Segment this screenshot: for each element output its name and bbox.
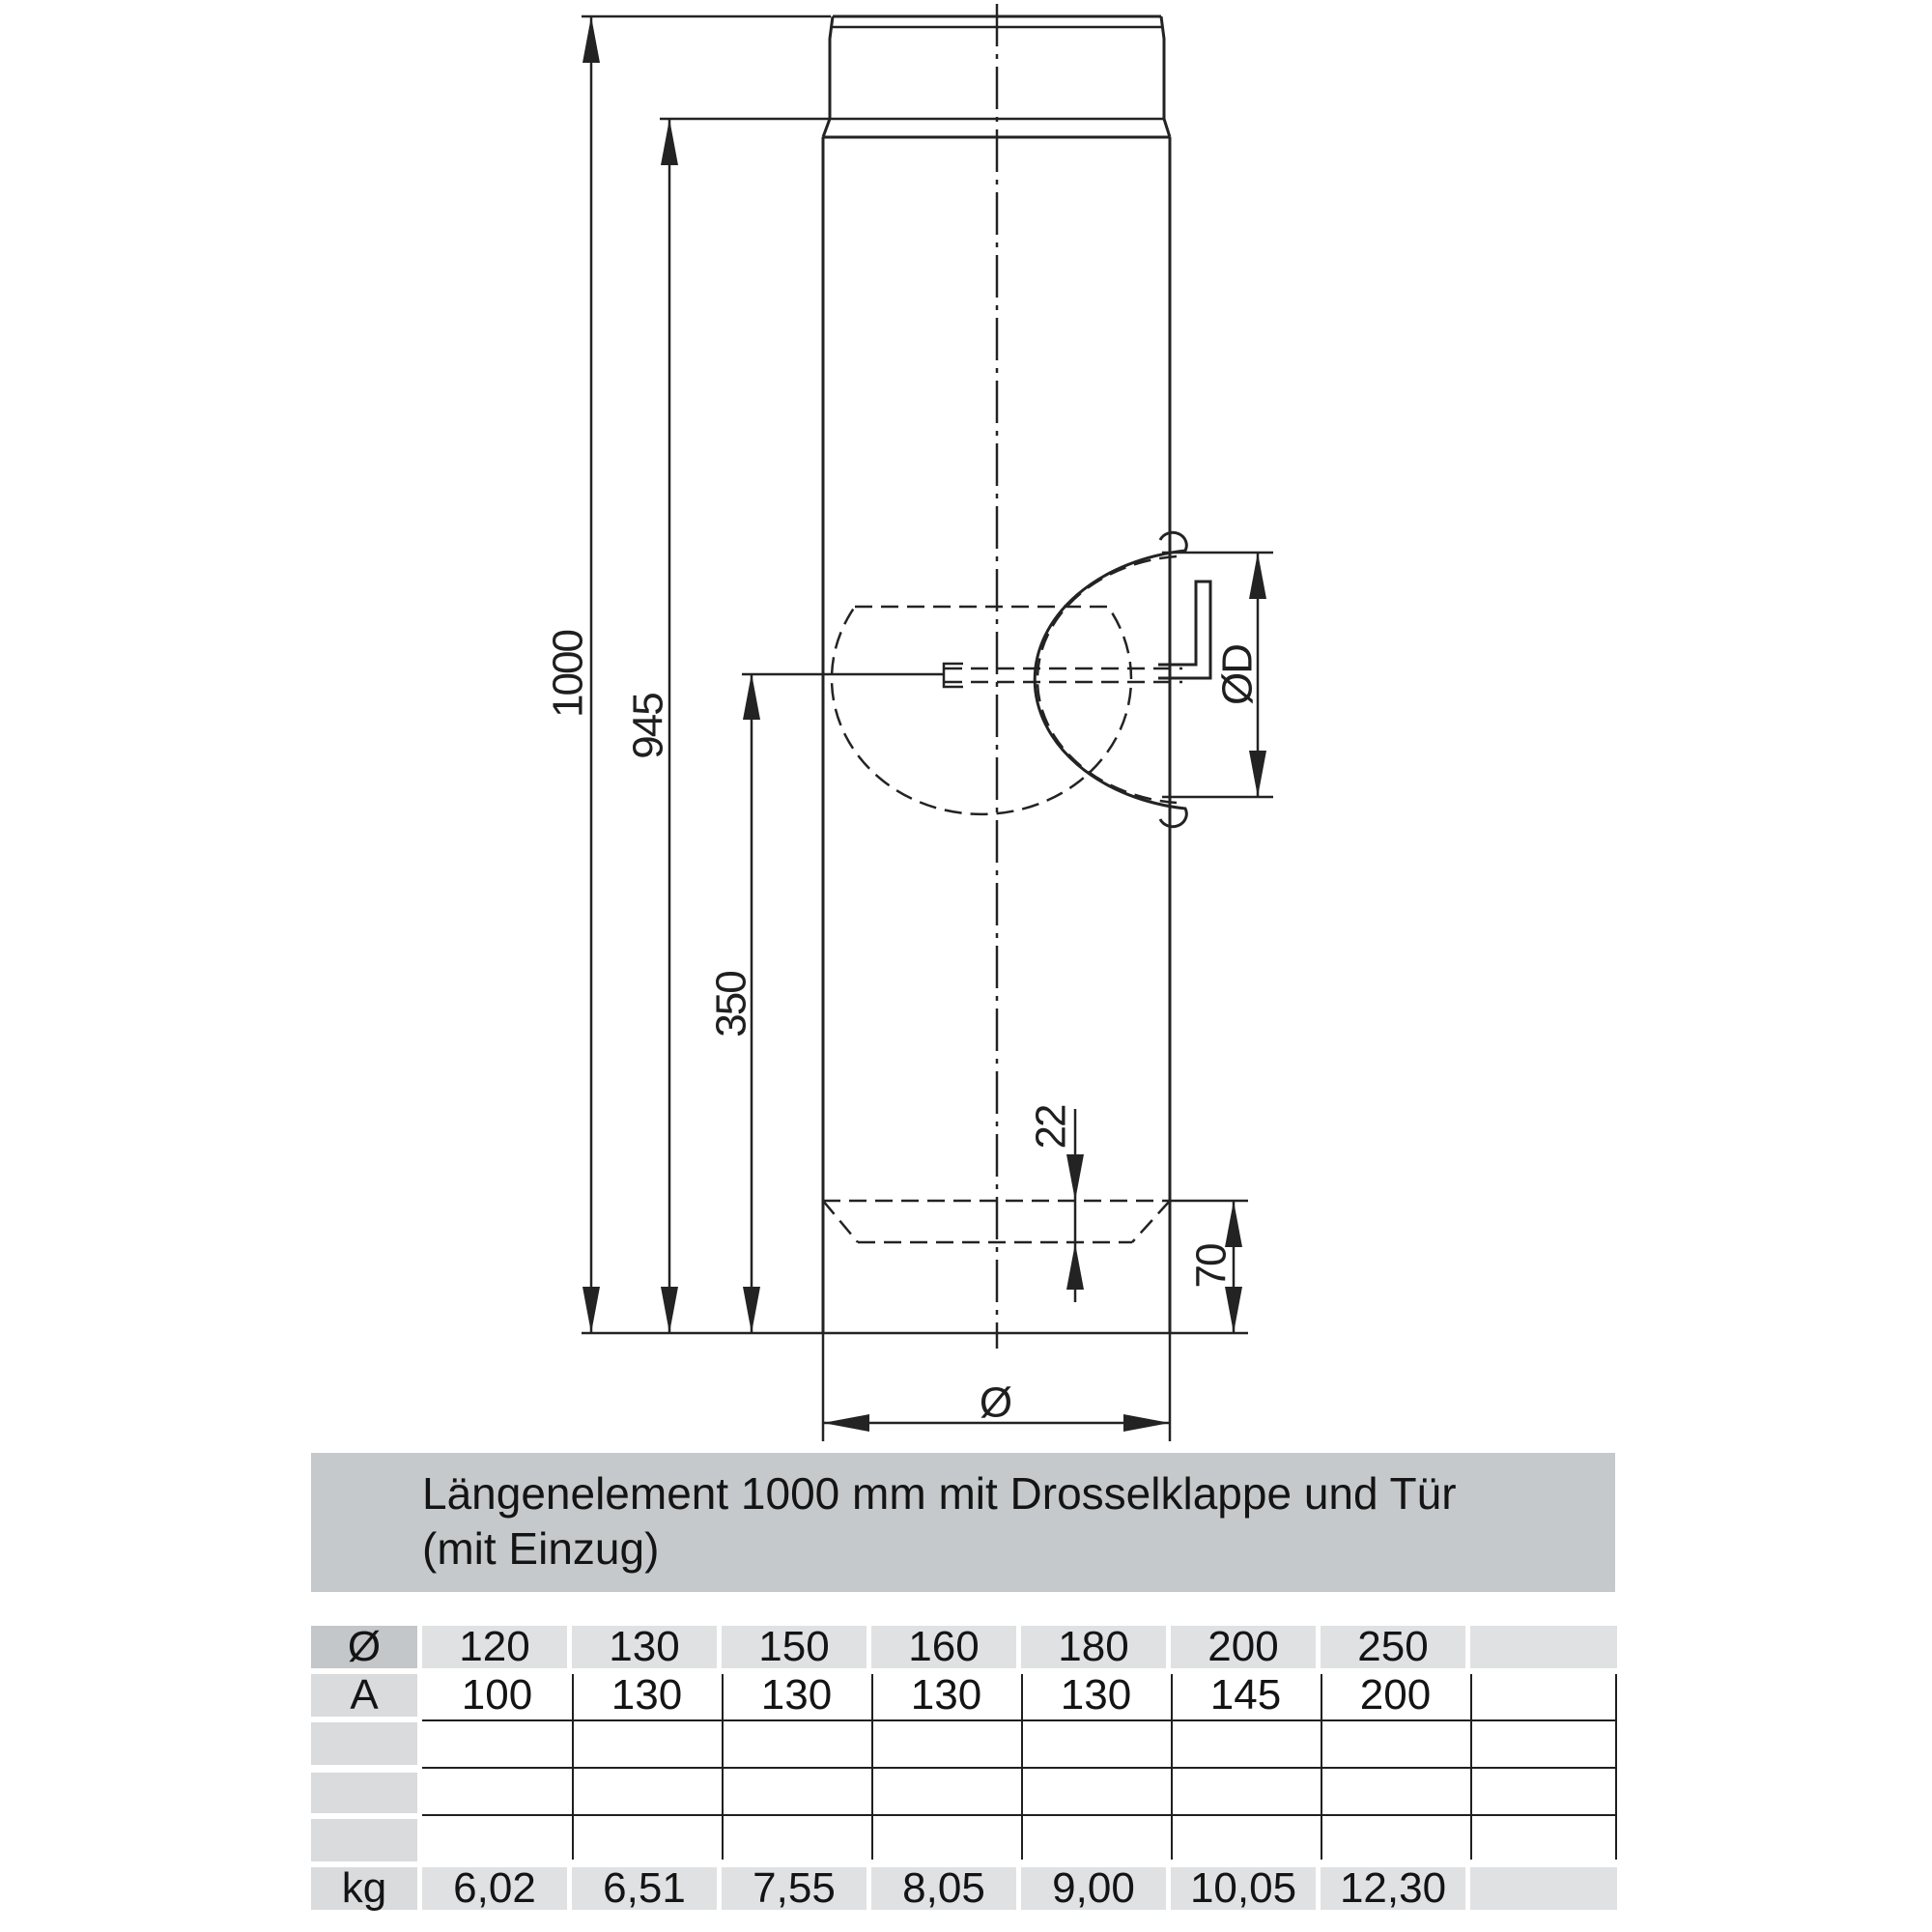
- table-vline: [722, 1674, 724, 1860]
- table-vline: [871, 1674, 873, 1860]
- table-cell-kg: 9,00: [1021, 1867, 1166, 1910]
- dim-label-pipe-diameter: Ø: [979, 1378, 1013, 1427]
- table-header-empty-3: [311, 1819, 417, 1861]
- table-cell-a: 130: [760, 1671, 833, 1719]
- table-cell-a: 100: [461, 1671, 533, 1719]
- table-vline: [1470, 1674, 1472, 1860]
- table-cell-diameter: 150: [722, 1626, 867, 1668]
- table-header-empty-2: [311, 1773, 417, 1813]
- table-hline: [422, 1767, 1617, 1769]
- table-vline: [1321, 1674, 1322, 1860]
- size-table: [311, 1623, 1617, 1912]
- table-cell-kg: 10,05: [1171, 1867, 1316, 1910]
- table-vline: [1171, 1674, 1173, 1860]
- table-cell-kg: 8,05: [871, 1867, 1016, 1910]
- table-cell-kg: 6,02: [422, 1867, 567, 1910]
- table-cell-diameter: 160: [871, 1626, 1016, 1668]
- table-cell-kg: 7,55: [722, 1867, 867, 1910]
- table-cell-a: 130: [1060, 1671, 1132, 1719]
- table-hline: [422, 1719, 1617, 1721]
- table-cell-kg-empty: [1470, 1867, 1617, 1910]
- table-cell-a: 145: [1209, 1671, 1282, 1719]
- dim-label-70: 70: [1187, 1244, 1236, 1289]
- dim-label-1000: 1000: [544, 631, 592, 718]
- dim-label-350: 350: [707, 972, 755, 1037]
- table-cell-kg: 6,51: [572, 1867, 717, 1910]
- table-vline: [1615, 1674, 1617, 1860]
- table-header-empty-1: [311, 1722, 417, 1765]
- product-title-line2: (mit Einzug): [422, 1523, 660, 1574]
- dim-label-945: 945: [624, 694, 672, 759]
- table-vline: [1021, 1674, 1023, 1860]
- table-cell-diameter-empty: [1470, 1626, 1617, 1668]
- table-header-a: A: [311, 1674, 417, 1717]
- table-cell-a: 200: [1359, 1671, 1432, 1719]
- table-hline: [422, 1814, 1617, 1816]
- table-header-diameter: Ø: [311, 1626, 417, 1668]
- table-cell-a: 130: [611, 1671, 683, 1719]
- damper-handle-grip: [1158, 582, 1210, 678]
- damper-axle-clip: [944, 664, 963, 687]
- table-cell-diameter: 120: [422, 1626, 567, 1668]
- table-cell-diameter: 250: [1321, 1626, 1465, 1668]
- dim-label-damper-diameter: ØD: [1213, 645, 1262, 705]
- pipe-collar: [660, 16, 1170, 137]
- product-title-line1: Längenelement 1000 mm mit Drosselklappe und Tür: [422, 1468, 1457, 1519]
- product-title-bar: [311, 1453, 1615, 1592]
- table-cell-diameter: 130: [572, 1626, 717, 1668]
- damper-dashed-outline: [832, 556, 1182, 814]
- table-cell-diameter: 180: [1021, 1626, 1166, 1668]
- table-cell-a: 130: [910, 1671, 982, 1719]
- table-cell-diameter: 200: [1171, 1626, 1316, 1668]
- dimension-arrowheads: [582, 16, 1266, 1432]
- dimension-350: [742, 673, 945, 1333]
- table-header-kg: kg: [311, 1867, 417, 1910]
- dim-label-22: 22: [1027, 1105, 1075, 1150]
- pipe-body: [582, 137, 1248, 1333]
- table-vline: [572, 1674, 574, 1860]
- table-cell-kg: 12,30: [1321, 1867, 1465, 1910]
